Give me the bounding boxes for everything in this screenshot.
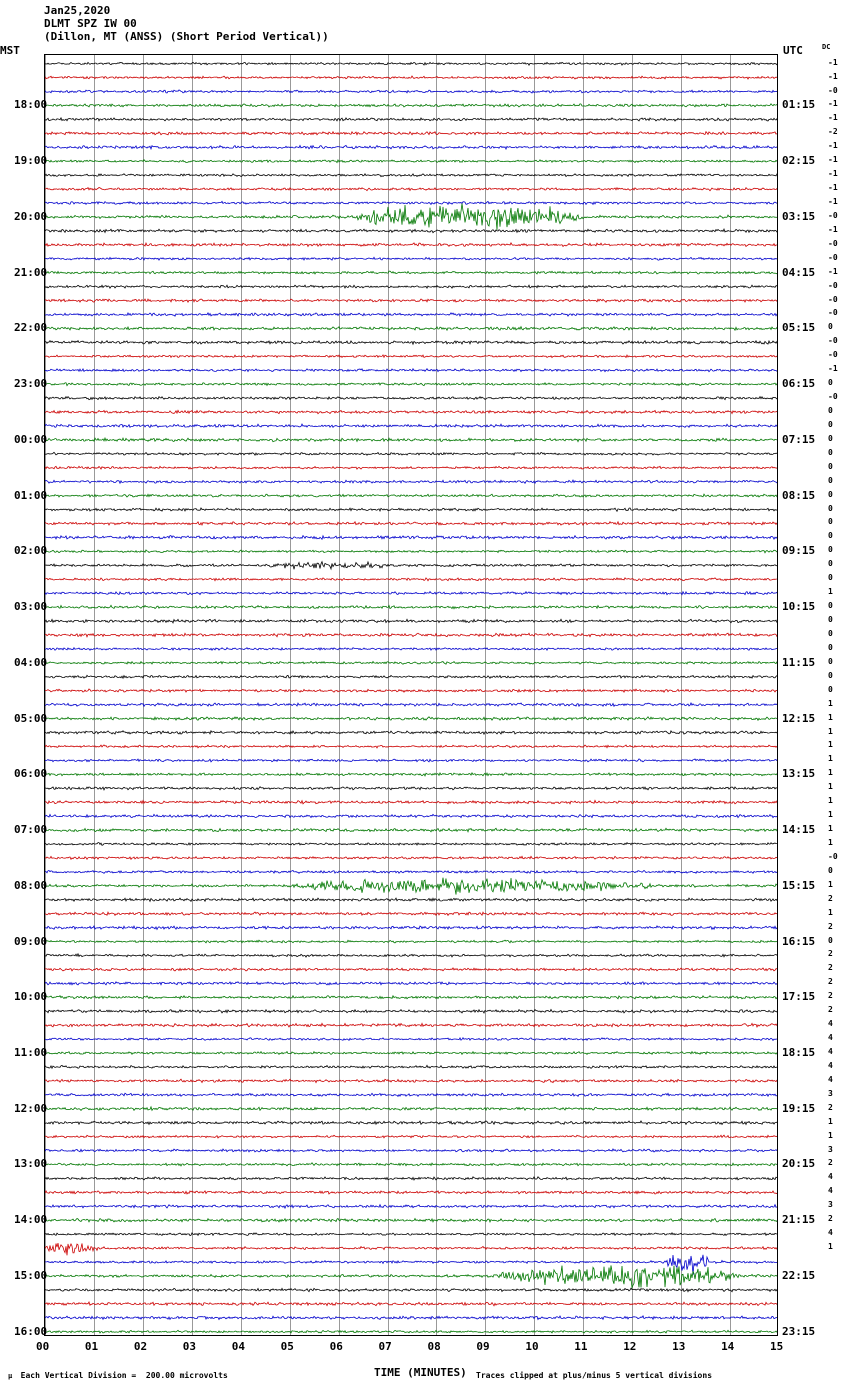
dc-offset-tick: 0 [828, 642, 833, 652]
trace-line [45, 174, 778, 177]
trace-line [45, 118, 778, 121]
trace-line [45, 1010, 778, 1014]
trace-line [45, 383, 778, 386]
x-axis-tick: 10 [525, 1340, 539, 1353]
dc-offset-tick: 2 [828, 1214, 833, 1224]
x-axis-tick: 12 [623, 1340, 637, 1353]
trace-line [45, 271, 778, 274]
dc-offset-tick: 0 [828, 531, 833, 541]
left-time-tick: 02:00 [14, 544, 48, 558]
dc-offset-tick: 1 [828, 740, 833, 750]
dc-offset-tick: 0 [828, 573, 833, 583]
dc-offset-tick: 2 [828, 977, 833, 987]
right-time-tick: 21:15 [782, 1213, 816, 1227]
right-time-tick: 11:15 [782, 655, 816, 669]
x-axis-tick: 08 [427, 1340, 441, 1353]
trace-line [45, 201, 778, 204]
dc-offset-tick: 3 [828, 1200, 833, 1210]
trace-line [45, 341, 778, 345]
trace-line [45, 912, 778, 915]
right-time-tick: 12:15 [782, 711, 816, 725]
dc-offset-tick: 1 [828, 810, 833, 820]
left-time-tick: 08:00 [14, 878, 48, 892]
dc-offset-tick: -0 [828, 350, 838, 360]
dc-offset-tick: -1 [828, 155, 838, 165]
dc-offset-tick: 1 [828, 907, 833, 917]
trace-line [45, 204, 778, 230]
dc-offset-tick: -1 [828, 141, 838, 151]
dc-offset-tick: 0 [828, 656, 833, 666]
right-time-tick: 07:15 [782, 432, 816, 446]
trace-line [45, 1093, 778, 1096]
dc-offset-tick: 0 [828, 503, 833, 513]
dc-offset-tick: 4 [828, 1060, 833, 1070]
right-time-tick: 23:15 [782, 1324, 816, 1338]
trace-line [45, 1302, 778, 1306]
trace-line [45, 675, 778, 678]
trace-line [45, 898, 778, 901]
dc-offset-tick: 0 [828, 489, 833, 499]
dc-offset-tick: 2 [828, 1102, 833, 1112]
axis-label-mst: MST [0, 44, 20, 57]
trace-line [45, 1177, 778, 1180]
dc-offset-tick: 0 [828, 559, 833, 569]
mu-symbol: μ [8, 1372, 21, 1380]
trace-line [45, 1233, 778, 1236]
trace-line [45, 648, 778, 651]
axis-label-dc: DC [822, 43, 831, 51]
dc-offset-tick: 1 [828, 1242, 833, 1252]
trace-line [45, 257, 778, 260]
trace-line [45, 689, 778, 692]
dc-offset-tick: 0 [828, 628, 833, 638]
footer-scale-note [8, 1371, 228, 1380]
dc-offset-tick: -0 [828, 294, 838, 304]
trace-line [45, 145, 778, 149]
trace-line [45, 1135, 778, 1138]
right-time-tick: 05:15 [782, 321, 816, 335]
trace-line [45, 104, 778, 107]
dc-offset-tick: 0 [828, 378, 833, 388]
right-time-tick: 13:15 [782, 767, 816, 781]
x-axis-tick: 00 [36, 1340, 50, 1353]
left-time-tick: 00:00 [14, 432, 48, 446]
right-time-tick: 19:15 [782, 1101, 816, 1115]
trace-line [45, 745, 778, 748]
trace-line [45, 550, 778, 553]
right-time-tick: 20:15 [782, 1157, 816, 1171]
trace-line [45, 1023, 778, 1027]
left-time-tick: 18:00 [14, 98, 48, 112]
left-time-tick: 15:00 [14, 1268, 48, 1282]
trace-line [45, 1052, 778, 1055]
trace-line [45, 633, 778, 637]
left-time-tick: 22:00 [14, 321, 48, 335]
dc-offset-tick: 1 [828, 754, 833, 764]
dc-offset-tick: 2 [828, 991, 833, 1001]
dc-offset-tick: 4 [828, 1047, 833, 1056]
dc-offset-tick: 4 [828, 1019, 833, 1029]
trace-line [45, 578, 778, 581]
dc-offset-tick: 1 [828, 726, 833, 736]
dc-offset-tick: -1 [828, 57, 838, 67]
trace-line [45, 773, 778, 776]
trace-line [45, 438, 778, 442]
x-axis-tick: 01 [84, 1340, 99, 1353]
dc-offset-tick: 3 [828, 1088, 833, 1098]
dc-offset-tick: 2 [828, 963, 833, 973]
left-time-tick: 11:00 [14, 1046, 48, 1059]
trace-line [45, 536, 778, 540]
header-station: DLMT SPZ IW 00 [44, 17, 137, 30]
trace-line [45, 508, 778, 511]
trace-line [45, 132, 778, 135]
right-time-tick: 17:15 [782, 990, 816, 1004]
dc-offset-tick: 1 [828, 587, 833, 597]
trace-line [45, 62, 778, 65]
trace-line [45, 856, 778, 859]
left-time-tick: 21:00 [14, 265, 48, 279]
trace-line [45, 1065, 778, 1068]
left-time-tick: 07:00 [14, 823, 48, 837]
dc-offset-tick: 1 [828, 1116, 833, 1126]
x-axis-ticks [0, 1340, 850, 1354]
trace-line [45, 243, 778, 247]
trace-line [45, 968, 778, 971]
x-axis-tick: 15 [770, 1340, 784, 1353]
dc-offset-tick: 1 [828, 837, 833, 847]
right-time-tick: 16:15 [782, 934, 816, 948]
left-time-tick: 01:00 [14, 488, 48, 502]
footer-scale-text: Each Vertical Division = 200.00 microvolts [20, 1371, 228, 1380]
left-time-tick: 20:00 [14, 209, 48, 223]
trace-line [45, 878, 778, 895]
trace-line [45, 996, 778, 999]
dc-offset-tick: -1 [828, 183, 838, 193]
trace-line [45, 703, 778, 706]
left-time-tick: 09:00 [14, 934, 48, 948]
dc-offset-tick: -0 [828, 851, 838, 861]
trace-line [45, 1205, 778, 1208]
trace-line [45, 1219, 778, 1222]
dc-offset-tick: -0 [828, 280, 838, 290]
trace-line [45, 1079, 778, 1082]
trace-line [45, 480, 778, 483]
trace-line [45, 1243, 778, 1255]
right-time-tick: 02:15 [782, 154, 816, 168]
dc-offset-tick: 4 [828, 1228, 833, 1238]
dc-offset-tick: -0 [828, 210, 838, 220]
dc-offset-tick: 2 [828, 949, 833, 959]
trace-line [45, 1288, 778, 1292]
dc-offset-tick: 1 [828, 712, 833, 722]
trace-line [45, 76, 778, 79]
dc-offset-tick: 0 [828, 322, 833, 332]
x-axis-title: TIME (MINUTES) [374, 1366, 467, 1379]
dc-offset-tick: 1 [828, 768, 833, 778]
dc-offset-tick: 2 [828, 1005, 833, 1015]
left-time-tick: 23:00 [14, 377, 48, 391]
trace-line [45, 494, 778, 497]
trace-line [45, 90, 778, 93]
dc-offset-tick: 2 [828, 1158, 833, 1168]
trace-line [45, 160, 778, 163]
dc-offset-tick: 4 [828, 1172, 833, 1182]
right-time-tick: 08:15 [782, 488, 816, 502]
trace-line [45, 285, 778, 288]
trace-line [45, 410, 778, 413]
x-axis-tick: 07 [378, 1340, 392, 1353]
trace-line [45, 229, 778, 233]
dc-offset-tick: 4 [828, 1033, 833, 1043]
dc-offset-tick: 0 [828, 865, 833, 875]
dc-offset-tick: 4 [828, 1074, 833, 1084]
x-axis-tick: 09 [476, 1340, 490, 1353]
dc-offset-tick: -1 [828, 196, 838, 206]
dc-offset-tick: 0 [828, 433, 833, 443]
dc-offset-tick: 3 [828, 1144, 833, 1154]
trace-line [45, 940, 778, 943]
x-axis-tick: 03 [182, 1340, 197, 1353]
right-time-tick: 09:15 [782, 544, 816, 558]
right-time-tick: 01:15 [782, 98, 816, 112]
trace-line [45, 1038, 778, 1041]
dc-offset-tick: -2 [828, 127, 838, 137]
trace-line [45, 759, 778, 762]
trace-line [45, 466, 778, 469]
dc-offset-tick: -1 [828, 113, 838, 123]
right-time-tick: 15:15 [782, 878, 816, 892]
left-time-tick: 19:00 [14, 154, 48, 168]
trace-line [45, 870, 778, 873]
dc-offset-tick: 0 [828, 475, 833, 485]
dc-offset-tick: 0 [828, 684, 833, 694]
x-axis-tick: 14 [721, 1340, 735, 1353]
left-time-tick: 16:00 [14, 1324, 48, 1338]
right-time-tick: 04:15 [782, 265, 816, 279]
dc-offset-tick: 0 [828, 670, 833, 680]
trace-line [45, 605, 778, 608]
dc-offset-tick: -0 [828, 85, 838, 95]
dc-offset-tick: 2 [828, 893, 833, 903]
trace-line [45, 1330, 778, 1333]
x-axis-tick: 02 [133, 1340, 148, 1353]
trace-line [45, 954, 778, 957]
left-time-tick: 10:00 [14, 990, 48, 1004]
dc-offset-tick: -1 [828, 169, 838, 179]
trace-line [45, 1316, 778, 1320]
dc-offset-tick: 0 [828, 447, 833, 457]
dc-offset-tick: 0 [828, 419, 833, 429]
dc-offset-tick: 0 [828, 517, 833, 527]
dc-offset-tick: -0 [828, 336, 838, 346]
trace-line [45, 1149, 778, 1152]
x-axis-tick: 05 [280, 1340, 294, 1353]
dc-offset-tick: -0 [828, 308, 838, 318]
trace-line [45, 800, 778, 803]
dc-offset-tick: 1 [828, 1130, 833, 1140]
dc-offset-tick: -1 [828, 364, 838, 374]
trace-line [45, 313, 778, 316]
right-time-tick: 03:15 [782, 209, 816, 223]
dc-offset-tick: 1 [828, 782, 833, 792]
dc-offset-tick: 1 [828, 796, 833, 806]
trace-line [45, 926, 778, 930]
trace-line [45, 299, 778, 302]
left-time-tick: 04:00 [14, 655, 48, 669]
dc-offset-tick: 2 [828, 921, 833, 931]
footer-clip-note: Traces clipped at plus/minus 5 vertical divisions [476, 1371, 713, 1380]
left-time-tick: 12:00 [14, 1101, 48, 1115]
trace-line [45, 424, 778, 427]
left-time-tick: 13:00 [14, 1157, 48, 1171]
trace-line [45, 814, 778, 817]
dc-offset-tick: -1 [828, 71, 838, 81]
trace-line [45, 1121, 778, 1125]
trace-line [45, 982, 778, 985]
trace-line [45, 522, 778, 525]
trace-line [45, 369, 778, 372]
trace-canvas [45, 55, 778, 1336]
trace-line [45, 1255, 778, 1275]
dc-offset-tick: 0 [828, 615, 833, 625]
dc-offset-tick: 0 [828, 935, 833, 945]
x-axis-tick: 11 [574, 1340, 588, 1353]
dc-offset-tick: 0 [828, 601, 833, 611]
trace-line [45, 787, 778, 790]
header-date: Jan25,2020 [44, 4, 111, 17]
trace-line [45, 828, 778, 832]
left-time-tick: 06:00 [14, 767, 48, 781]
dc-offset-tick: 0 [828, 406, 833, 415]
left-time-tick: 05:00 [14, 711, 48, 725]
trace-line [45, 619, 778, 623]
dc-offset-tick: 0 [828, 461, 833, 471]
x-axis-tick: 04 [231, 1340, 245, 1353]
x-axis-tick: 13 [672, 1340, 686, 1353]
right-time-tick: 18:15 [782, 1046, 816, 1059]
trace-line [45, 661, 778, 664]
trace-line [45, 1191, 778, 1194]
trace-line [45, 592, 778, 595]
dc-offset-tick: 1 [828, 698, 833, 708]
dc-offset-tick: 0 [828, 545, 833, 555]
right-time-tick: 10:15 [782, 600, 816, 614]
dc-offset-tick: 1 [828, 824, 833, 834]
trace-line [45, 1163, 778, 1166]
axis-label-utc: UTC [783, 44, 803, 57]
trace-line [45, 327, 778, 331]
right-time-tick: 06:15 [782, 377, 816, 391]
left-time-tick: 14:00 [14, 1213, 48, 1227]
trace-line [45, 717, 778, 721]
left-time-tick: 03:00 [14, 600, 48, 614]
dc-offset-tick: -1 [828, 224, 838, 234]
dc-offset-tick: -0 [828, 392, 838, 402]
trace-line [45, 1107, 778, 1111]
dc-offset-tick: -1 [828, 99, 838, 109]
dc-offset-tick: 4 [828, 1186, 833, 1196]
trace-line [45, 731, 778, 734]
trace-line [45, 355, 778, 358]
dc-offset-tick: -0 [828, 238, 838, 248]
trace-line [45, 843, 778, 846]
trace-line [45, 397, 778, 400]
trace-line [45, 1265, 778, 1287]
right-time-tick: 14:15 [782, 823, 816, 837]
trace-line [45, 188, 778, 191]
dc-offset-tick: -1 [828, 266, 838, 276]
seismogram-plot [44, 54, 778, 1336]
right-time-tick: 22:15 [782, 1268, 816, 1282]
header-description: (Dillon, MT (ANSS) (Short Period Vertical)) [44, 30, 329, 43]
dc-offset-tick: 1 [828, 879, 833, 889]
x-axis-tick: 06 [329, 1340, 343, 1353]
dc-offset-tick: -0 [828, 252, 838, 262]
trace-line [45, 562, 778, 570]
trace-line [45, 452, 778, 455]
